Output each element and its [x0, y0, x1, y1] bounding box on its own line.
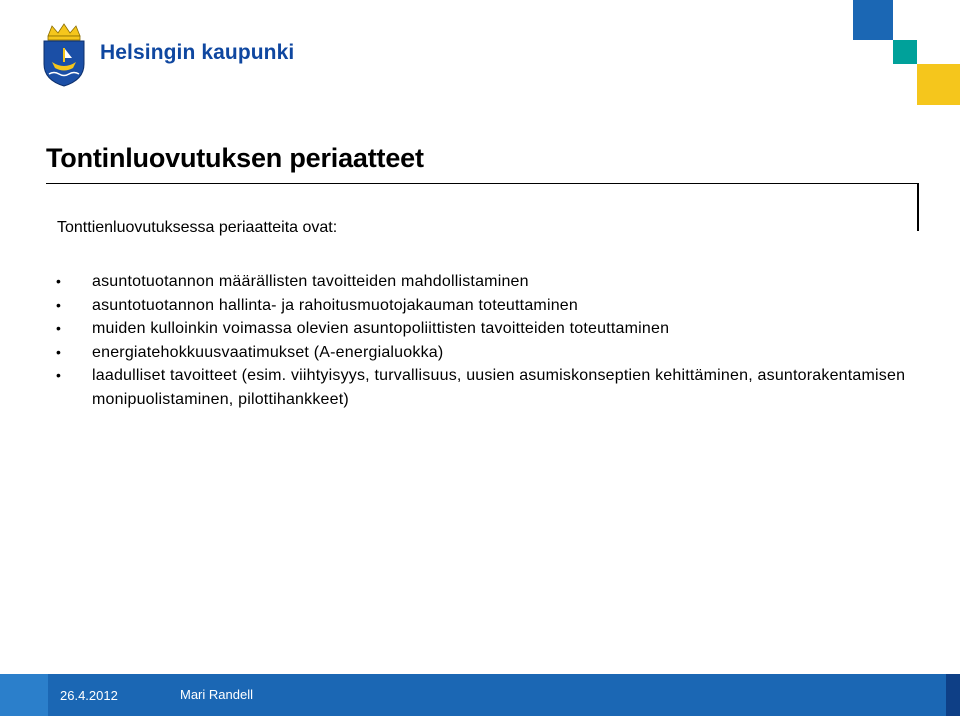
list-item [48, 317, 908, 341]
list-item [48, 294, 908, 318]
city-logo [40, 22, 294, 88]
bullet-text: laadulliset tavoitteet (esim. viihtyisyys, turvallisuus, uusien asumiskonseptien kehittäminen, asuntorakentamisen monipuolistaminen, pilottihankkeet) [92, 367, 906, 408]
list-item [48, 364, 908, 411]
slide-title: Tontinluovutuksen periaatteet [46, 143, 424, 173]
footer-end-accent [946, 674, 960, 716]
decor-square-teal [893, 40, 917, 64]
decor-square-blue [853, 0, 893, 40]
list-item [48, 341, 908, 365]
footer-accent [0, 674, 48, 716]
intro-text: Tonttienluovutuksessa periaatteita ovat: [57, 219, 338, 236]
bullet-icon: • [56, 320, 62, 336]
helsinki-crest-icon [40, 22, 88, 88]
content-frame-right-line [917, 183, 919, 231]
decor-square-yellow [917, 64, 960, 105]
footer-date: 26.4.2012 [60, 688, 118, 703]
bullet-icon: • [56, 296, 62, 313]
footer-author: Mari Randell [180, 687, 253, 702]
footer-bar [0, 674, 960, 716]
bullet-icon: • [56, 343, 62, 360]
list-item [48, 270, 908, 294]
bullet-list [48, 270, 908, 411]
bullet-text: asuntotuotannon hallinta- ja rahoitusmuotojakauman toteuttaminen [92, 296, 579, 314]
content-frame-top-line [46, 183, 918, 184]
bullet-text: asuntotuotannon määrällisten tavoitteiden mahdollistaminen [92, 273, 529, 290]
bullet-icon: • [56, 273, 62, 289]
bullet-text: muiden kulloinkin voimassa olevien asuntopoliittisten tavoitteiden toteuttaminen [92, 320, 670, 337]
bullet-icon: • [56, 367, 62, 383]
logo-text: Helsingin kaupunki [100, 41, 295, 64]
bullet-text: energiatehokkuusvaatimukset (A-energialuokka) [92, 343, 444, 361]
